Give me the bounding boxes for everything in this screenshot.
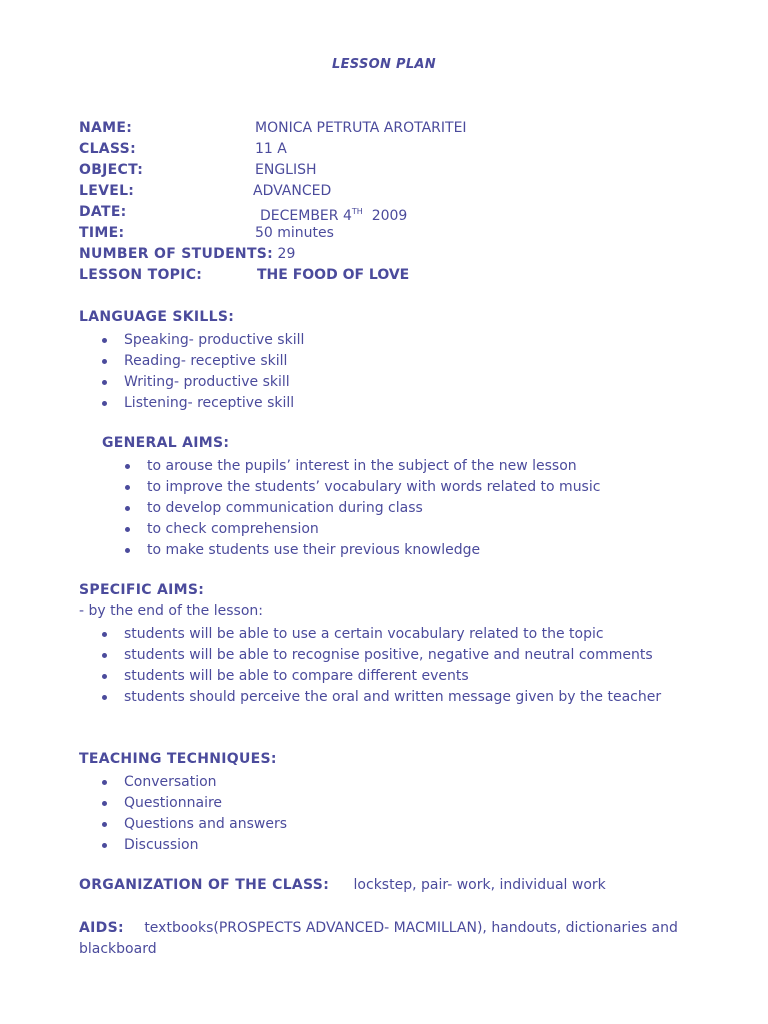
aids-label: AIDS: [79,920,124,936]
students-value: 29 [277,246,296,262]
level-row [79,182,332,200]
list-item: to improve the students’ vocabulary with words related to music [147,477,600,498]
list-item: students will be able to compare different events [124,666,661,687]
language-skills-heading: LANGUAGE SKILLS: [79,309,235,325]
list-item: students will be able to recognise positive, negative and neutral comments [124,645,661,666]
level-value: ADVANCED [253,183,332,199]
language-skills-list [124,330,304,414]
date-ordinal: TH [351,207,363,216]
teaching-techniques-list [124,772,287,856]
class-row [79,140,287,158]
list-item: Speaking- productive skill [124,330,304,351]
object-label: OBJECT: [79,162,144,178]
organization-label: ORGANIZATION OF THE CLASS: [79,877,330,893]
general-aims-heading: GENERAL AIMS: [102,435,230,451]
name-value: MONICA PETRUTA AROTARITEI [255,120,467,136]
document-title: LESSON PLAN [332,57,436,72]
topic-value: THE FOOD OF LOVE [257,267,410,283]
specific-aims-list [124,624,661,708]
organization-value: lockstep, pair- work, individual work [353,877,606,893]
date-row [79,203,408,224]
students-label: NUMBER OF STUDENTS: [79,246,274,262]
aids-value: textbooks(PROSPECTS ADVANCED- MACMILLAN), handouts, dictionaries and blackboard [79,920,678,957]
level-label: LEVEL: [79,183,135,199]
specific-aims-intro: - by the end of the lesson: [79,603,263,619]
list-item: to arouse the pupils’ interest in the subject of the new lesson [147,456,600,477]
list-item: Reading- receptive skill [124,351,304,372]
list-item: to develop communication during class [147,498,600,519]
date-day: DECEMBER 4 [260,208,352,224]
organization-row [79,876,606,894]
list-item: to check comprehension [147,519,600,540]
list-item: Listening- receptive skill [124,393,304,414]
teaching-techniques-heading: TEACHING TECHNIQUES: [79,751,277,767]
aids-row [79,918,719,960]
date-value [260,203,407,225]
topic-row [79,266,410,284]
object-row [79,161,317,179]
date-year: 2009 [371,208,408,224]
list-item: to make students use their previous knowledge [147,540,600,561]
time-row [79,224,334,242]
students-row [79,245,295,263]
time-label: TIME: [79,225,125,241]
class-label: CLASS: [79,141,136,157]
list-item: Questions and answers [124,814,287,835]
name-label: NAME: [79,120,133,136]
list-item: Writing- productive skill [124,372,304,393]
list-item: Discussion [124,835,287,856]
general-aims-list [147,456,600,561]
class-value: 11 A [255,141,287,157]
list-item: students will be able to use a certain vocabulary related to the topic [124,624,661,645]
specific-aims-heading: SPECIFIC AIMS: [79,582,205,598]
date-label: DATE: [79,204,127,220]
object-value: ENGLISH [255,162,317,178]
list-item: Conversation [124,772,287,793]
name-row [79,119,467,137]
list-item: students should perceive the oral and written message given by the teacher [124,687,661,708]
time-value: 50 minutes [255,225,334,241]
list-item: Questionnaire [124,793,287,814]
topic-label: LESSON TOPIC: [79,267,203,283]
